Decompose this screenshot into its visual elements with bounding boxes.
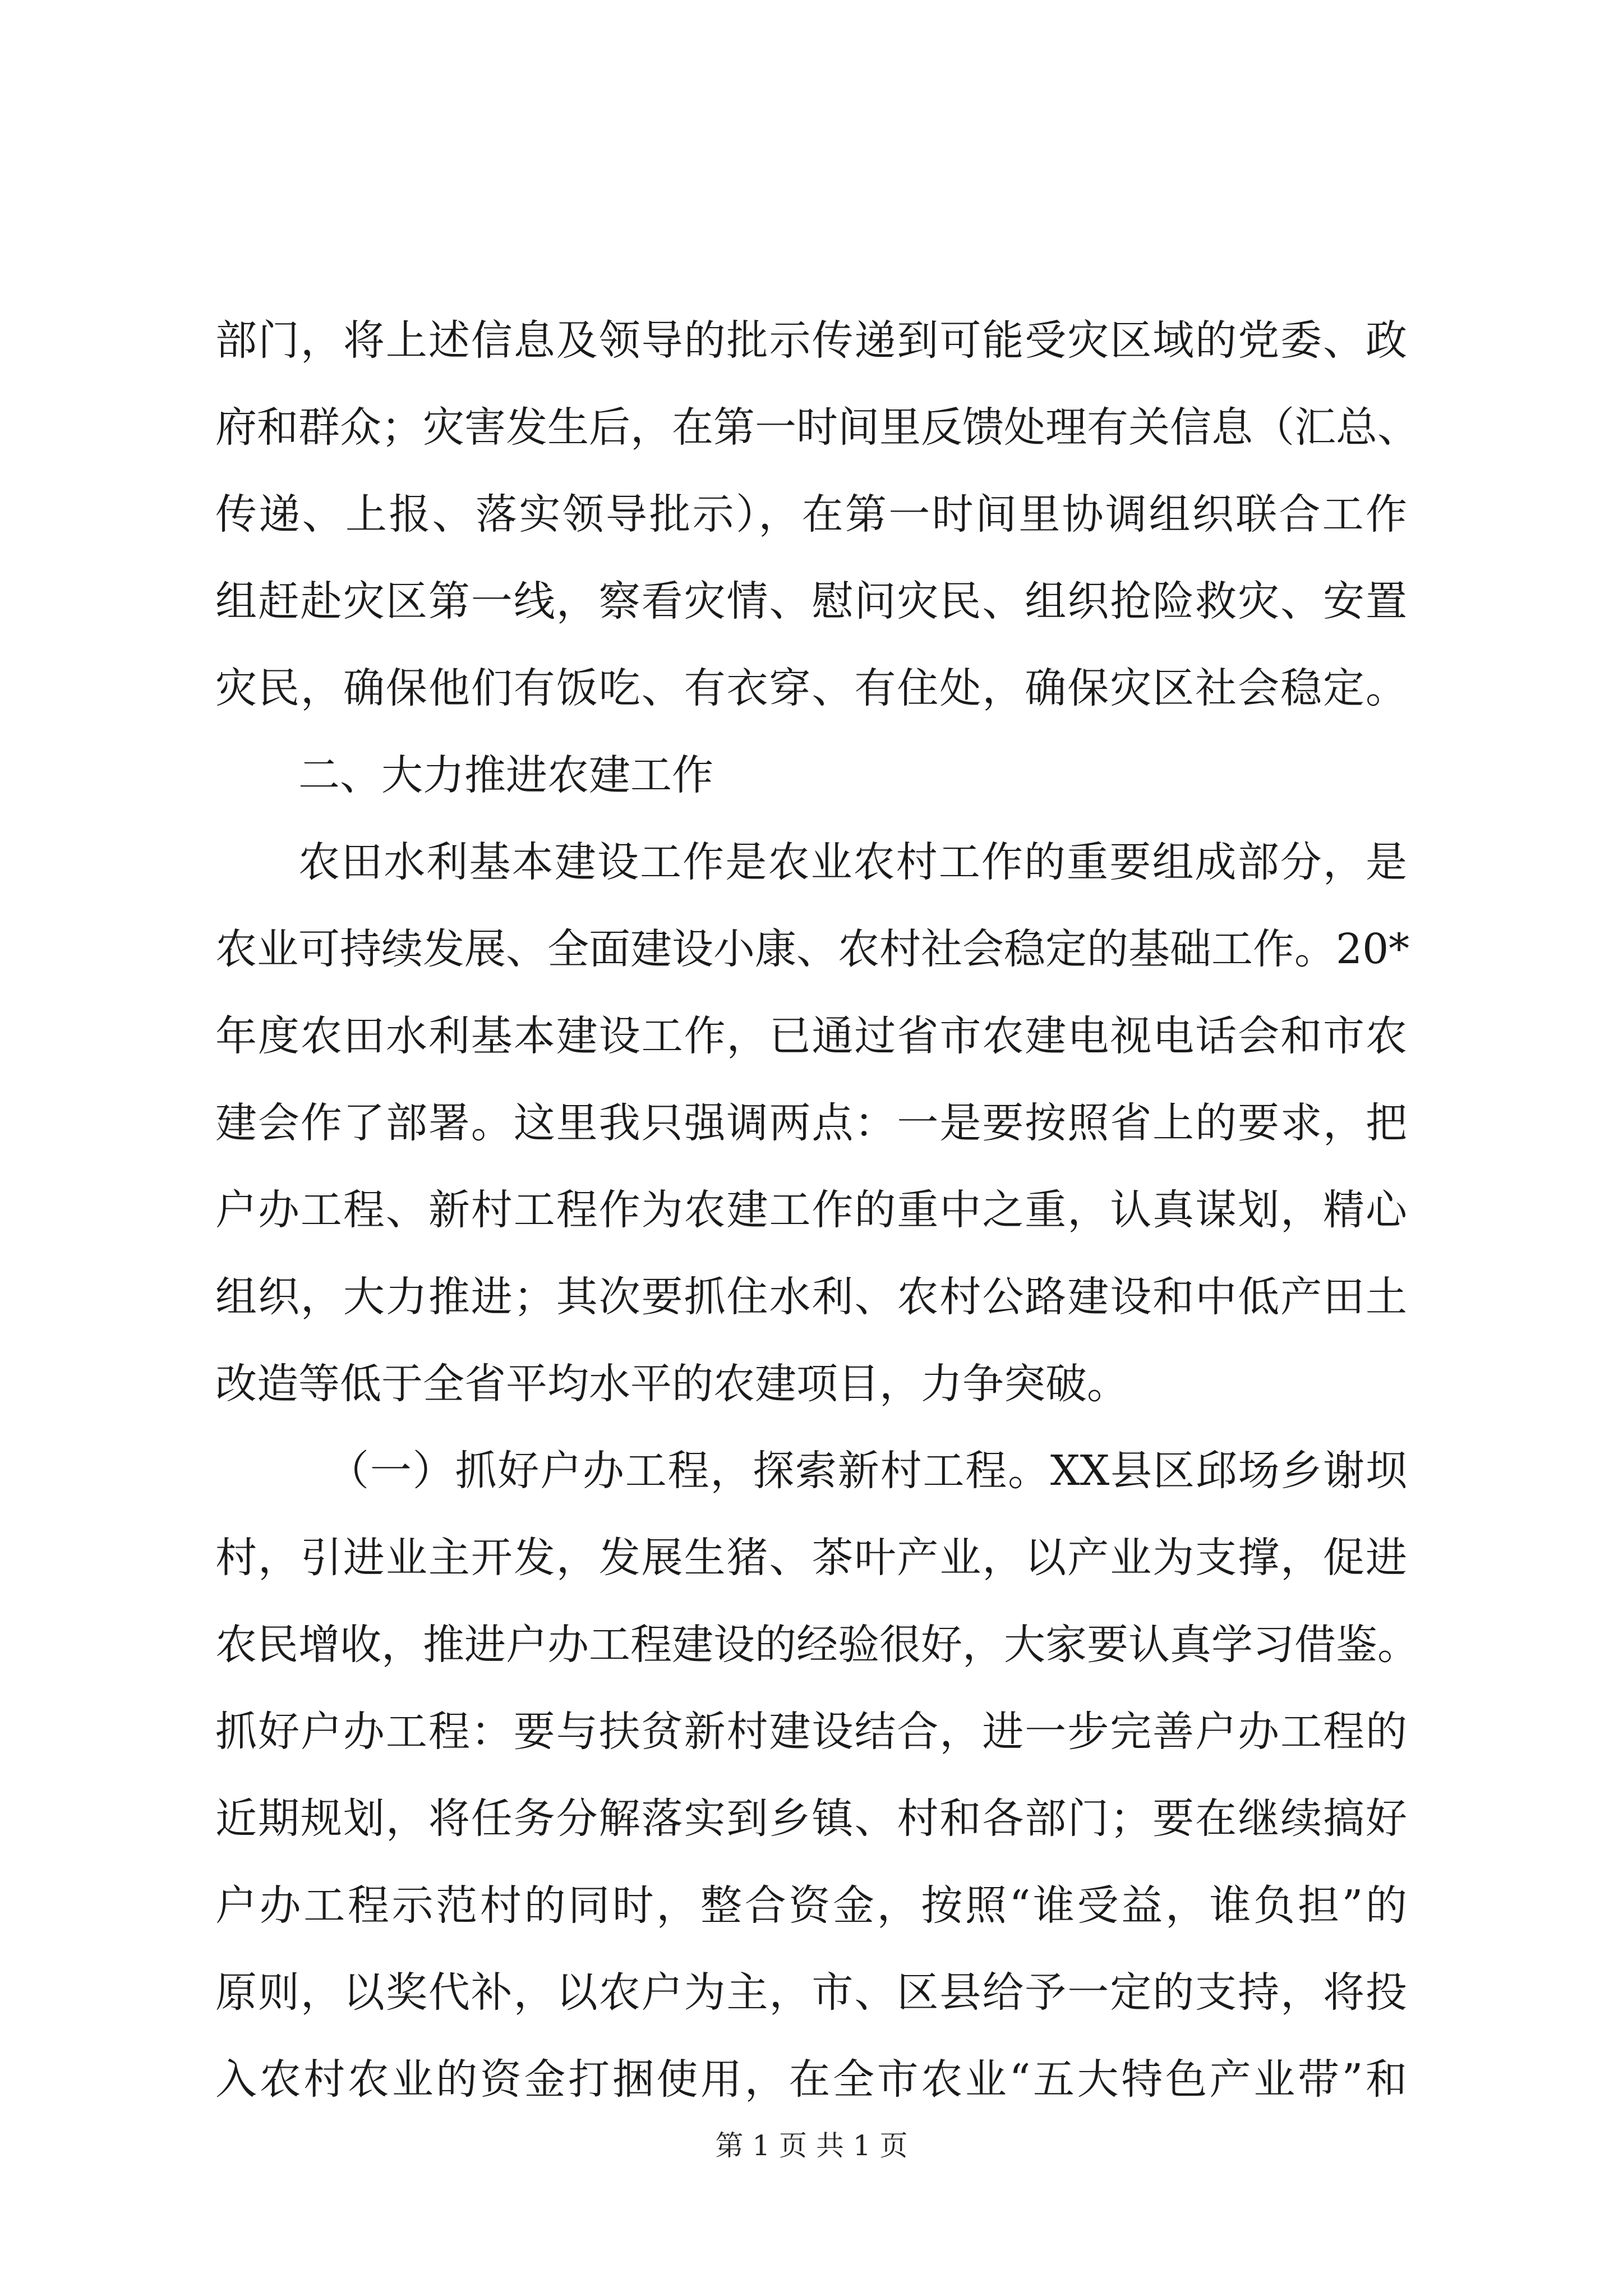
document-body <box>215 297 1419 2123</box>
page-footer <box>0 2126 1623 2165</box>
paragraph-line: 年度农田水利基本建设工作，已通过省市农建电视电话会和市农 <box>215 1012 1407 1060</box>
paragraph-line: 近期规划，将任务分解落实到乡镇、村和各部门；要在继续搞好 <box>215 1795 1407 1843</box>
paragraph-line: 农民增收，推进户办工程建设的经验很好，大家要认真学习借鉴。 <box>215 1621 1419 1669</box>
paragraph-line: 户办工程、新村工程作为农建工作的重中之重，认真谋划，精心 <box>215 1186 1407 1234</box>
paragraph-line: 入农村农业的资金打捆使用，在全市农业“五大特色产业带”和 <box>215 2055 1407 2104</box>
paragraph-line: 府和群众；灾害发生后，在第一时间里反馈处理有关信息（汇总、 <box>215 403 1419 452</box>
paragraph-line: 建会作了部署。这里我只强调两点：一是要按照省上的要求，把 <box>215 1099 1407 1147</box>
paragraph-line: 组赶赴灾区第一线，察看灾情、慰问灾民、组织抢险救灾、安置 <box>215 577 1407 625</box>
paragraph-line: 户办工程示范村的同时，整合资金，按照“谁受益，谁负担”的 <box>215 1881 1407 1930</box>
paragraph-line: 农田水利基本建设工作是农业农村工作的重要组成部分，是 <box>298 838 1407 886</box>
paragraph-line: 传递、上报、落实领导批示），在第一时间里协调组织联合工作 <box>215 490 1407 539</box>
paragraph-line: 灾民，确保他们有饭吃、有衣穿、有住处，确保灾区社会稳定。 <box>215 664 1407 712</box>
page-number: 第 1 页 共 1 页 <box>715 2129 908 2162</box>
paragraph-line: 原则，以奖代补，以农户为主，市、区县给予一定的支持，将投 <box>215 1968 1407 2017</box>
paragraph-line: 村，引进业主开发，发展生猪、茶叶产业，以产业为支撑，促进 <box>215 1534 1407 1582</box>
paragraph-line: 部门，将上述信息及领导的批示传递到可能受灾区域的党委、政 <box>215 316 1407 365</box>
paragraph-line: 组织，大力推进；其次要抓住水利、农村公路建设和中低产田土 <box>215 1273 1407 1321</box>
paragraph-line: 改造等低于全省平均水平的农建项目，力争突破。 <box>215 1360 1128 1408</box>
paragraph-line: 农业可持续发展、全面建设小康、农村社会稳定的基础工作。20* <box>215 925 1410 973</box>
paragraph-line: 抓好户办工程：要与扶贫新村建设结合，进一步完善户办工程的 <box>215 1708 1407 1756</box>
subsection-heading-line: （一）抓好户办工程，探索新村工程。XX县区邱场乡谢坝 <box>328 1447 1407 1495</box>
section-heading: 二、大力推进农建工作 <box>298 751 713 799</box>
